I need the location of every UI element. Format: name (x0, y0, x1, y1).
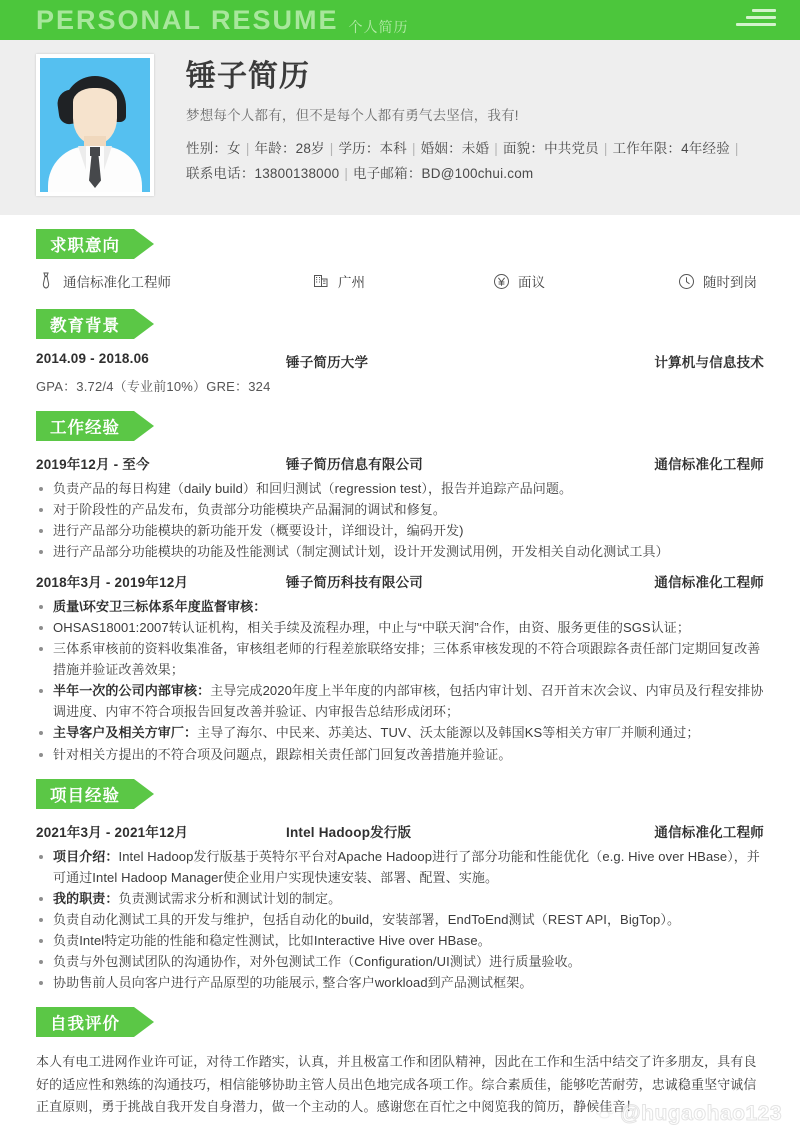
project-name: Intel Hadoop发行版 (286, 824, 412, 840)
hamburger-menu-icon[interactable] (736, 9, 778, 31)
baidu-paw-icon (596, 1101, 616, 1126)
project-entry (36, 821, 764, 993)
header-title-cn: 个人简历 (348, 19, 409, 35)
banner-arrow (134, 779, 154, 809)
field-divider: | (734, 140, 739, 156)
bullet-text: 负责与外包测试团队的沟通协作，对外包测试工作（Configuration/UI测试）进行质量验收。 (53, 953, 581, 969)
profile-section (0, 40, 800, 215)
education-entry (36, 351, 764, 395)
avatar-collar-right (104, 146, 112, 170)
bullet-text: 负责自动化测试工具的开发与维护，包括自动化的build，安装部署，EndToEnd测试（REST API，BigTop）。 (53, 911, 681, 927)
banner-arrow (134, 309, 154, 339)
bullet-item (36, 680, 764, 722)
education-major: 计算机与信息技术 (654, 355, 764, 370)
objective-position (36, 271, 311, 291)
bullet-item (36, 846, 764, 888)
field-age: 年龄：28岁 (254, 140, 325, 156)
education-school: 锤子简历大学 (286, 355, 369, 370)
education-detail: GPA：3.72/4（专业前10%）GRE：324 (36, 379, 271, 394)
avatar-illustration (40, 58, 150, 192)
work-company: 锤子简历科技有限公司 (286, 575, 423, 591)
profile-contacts-row (186, 162, 744, 182)
header-title-en: PERSONAL RESUME (36, 4, 339, 35)
bullet-text: 负责Intel特定功能的性能和稳定性测试，比如Interactive Hive over HBase。 (53, 932, 491, 948)
project-role: 通信标准化工程师 (654, 824, 764, 840)
work-date: 2018年3月 - 2019年12月 (36, 575, 189, 591)
candidate-slogan: 梦想每个人都有，但不是每个人都有勇气去坚信，我有! (186, 107, 519, 123)
banner-arrow (134, 229, 154, 259)
section-title-work: 工作经验 (36, 411, 134, 441)
bullet-text: 主导完成2020年度上半年度的内部审核，包括内审计划、召开首末次会议、内审员及行程安排协调进度、内审不符合项报告回复改善并验证、内审报告总结形成闭环； (53, 683, 764, 720)
section-banner-project (36, 779, 134, 809)
watermark (596, 1101, 782, 1126)
entry-header (36, 453, 764, 473)
bullet-text: Intel Hadoop发行版基于英特尔平台对Apache Hadoop进行了部分功能和性能优化（e.g. Hive over HBase），并可通过Intel Hadoop Manager使企业用户实现快速安装、部署、配置、实施。 (53, 848, 761, 885)
page-header (0, 0, 800, 40)
work-entry (36, 571, 764, 764)
bullet-label: 项目介绍： (53, 848, 119, 864)
section-banner-work (36, 411, 134, 441)
education-date: 2014.09 - 2018.06 (36, 351, 149, 366)
bullet-item (36, 951, 764, 972)
bullet-item (36, 888, 764, 909)
avatar-collar-left (78, 146, 86, 170)
bullet-item (36, 930, 764, 951)
field-political: 面貌：中共党员 (502, 140, 599, 156)
objective-availability-text: 随时到岗 (703, 275, 757, 290)
section-title-objective: 求职意向 (36, 229, 134, 259)
bullet-item (36, 638, 764, 680)
field-gender: 性别：女 (186, 140, 241, 156)
profile-info (154, 54, 744, 215)
objective-location-text: 广州 (338, 275, 365, 290)
bullet-item (36, 499, 764, 520)
avatar (36, 54, 154, 196)
objective-availability (676, 271, 757, 291)
field-email: 电子邮箱：BD@100chui.com (353, 165, 534, 181)
field-marital: 婚姻：未婚 (420, 140, 490, 156)
watermark-text: @hugaohao123 (620, 1101, 782, 1125)
bullet-text: OHSAS18001:2007转认证机构，相关手续及流程办理，中止与“中联天润”合作，由资、服务更佳的SGS认证； (53, 620, 691, 636)
clock-icon (676, 271, 696, 291)
bullet-text: 主导了海尔、中民来、苏美达、TUV、沃太能源以及韩国KS等相关方审厂并顺利通过； (197, 725, 700, 741)
section-title-education: 教育背景 (36, 309, 134, 339)
hamburger-line (746, 16, 776, 19)
section-banner-education (36, 309, 134, 339)
objective-location (311, 271, 491, 291)
field-divider: | (344, 165, 349, 181)
bullet-text: 进行产品部分功能模块的新功能开发（概要设计，详细设计，编码开发) (53, 523, 464, 539)
work-role: 通信标准化工程师 (654, 575, 764, 591)
bullet-item (36, 972, 764, 993)
building-icon (311, 271, 331, 291)
objective-row (36, 271, 764, 291)
section-title-summary: 自我评价 (36, 1007, 134, 1037)
banner-arrow (134, 1007, 154, 1037)
entry-header (36, 571, 764, 591)
profile-fields-row (186, 137, 744, 157)
bullet-item (36, 520, 764, 541)
work-company: 锤子简历信息有限公司 (286, 457, 423, 472)
section-title-project: 项目经验 (36, 779, 134, 809)
section-banner-objective (36, 229, 134, 259)
field-divider: | (329, 140, 334, 156)
project-date: 2021年3月 - 2021年12月 (36, 824, 189, 840)
entry-header (36, 821, 764, 841)
bullet-text: 协助售前人员向客户进行产品原型的功能展示, 整合客户workload到产品测试框架。 (53, 974, 533, 990)
field-divider: | (603, 140, 608, 156)
bullet-label: 质量\环安卫三标体系年度监督审核： (53, 599, 267, 615)
bullet-label: 主导客户及相关方审厂： (53, 725, 198, 741)
objective-salary-text: 面议 (518, 275, 545, 290)
work-entry (36, 453, 764, 562)
field-divider: | (245, 140, 250, 156)
section-banner-summary (36, 1007, 134, 1037)
work-bullets (36, 596, 764, 764)
hamburger-line (752, 9, 776, 12)
bullet-item (36, 596, 764, 617)
work-role: 通信标准化工程师 (654, 457, 764, 472)
hamburger-line (736, 23, 776, 26)
project-bullets (36, 846, 764, 993)
bullet-text: 进行产品部分功能模块的功能及性能测试（制定测试计划，设计开发测试用例，开发相关自动化测试工具） (53, 544, 669, 560)
candidate-name: 锤子简历 (186, 60, 310, 93)
bullet-label: 半年一次的公司内部审核： (53, 683, 211, 699)
field-divider: | (494, 140, 498, 156)
yen-circle-icon (491, 271, 511, 291)
objective-position-text: 通信标准化工程师 (63, 275, 171, 290)
bullet-text: 对于阶段性的产品发布，负责部分功能模块产品漏洞的调试和修复。 (53, 502, 447, 518)
bullet-text: 针对相关方提出的不符合项及问题点，跟踪相关责任部门回复改善措施并验证。 (53, 746, 512, 762)
bullet-item (36, 617, 764, 638)
field-phone: 联系电话：13800138000 (186, 165, 340, 181)
field-experience: 工作年限：4年经验 (612, 140, 730, 156)
objective-salary (491, 271, 676, 291)
work-date: 2019年12月 - 至今 (36, 457, 150, 472)
banner-arrow (134, 411, 154, 441)
bullet-item (36, 744, 764, 765)
bullet-label: 我的职责： (53, 890, 119, 906)
field-divider: | (412, 140, 416, 156)
bullet-item (36, 478, 764, 499)
bullet-text: 三体系审核前的资料收集准备，审核组老师的行程差旅联络安排；三体系审核发现的不符合项跟踪各责任部门定期回复改善措施并验证改善效果； (53, 641, 761, 678)
bullet-item (36, 541, 764, 562)
field-education: 学历：本科 (338, 140, 407, 156)
necktie-icon (36, 271, 56, 291)
entry-header (36, 351, 764, 371)
summary-text: 本人有电工进网作业许可证，对待工作踏实，认真，并且极富工作和团队精神，因此在工作和生活中结交了许多朋友，具有良好的适应性和熟练的沟通技巧，相信能够协助主管人员出色地完成各项工作。综合素质佳，能够吃苦耐劳，忠诚稳重坚守诚信正直原则，勇于挑战自我开发自身潜力，做一个主动的人。感谢您在百忙之中阅览我的简历，静候佳音！ (36, 1053, 757, 1115)
bullet-item (36, 909, 764, 930)
bullet-text: 负责产品的每日构建（daily build）和回归测试（regression test），报告并追踪产品问题。 (53, 481, 573, 496)
bullet-item (36, 722, 764, 743)
bullet-text: 负责测试需求分析和测试计划的制定。 (118, 890, 342, 906)
work-bullets (36, 478, 764, 562)
resume-body (0, 215, 800, 1119)
